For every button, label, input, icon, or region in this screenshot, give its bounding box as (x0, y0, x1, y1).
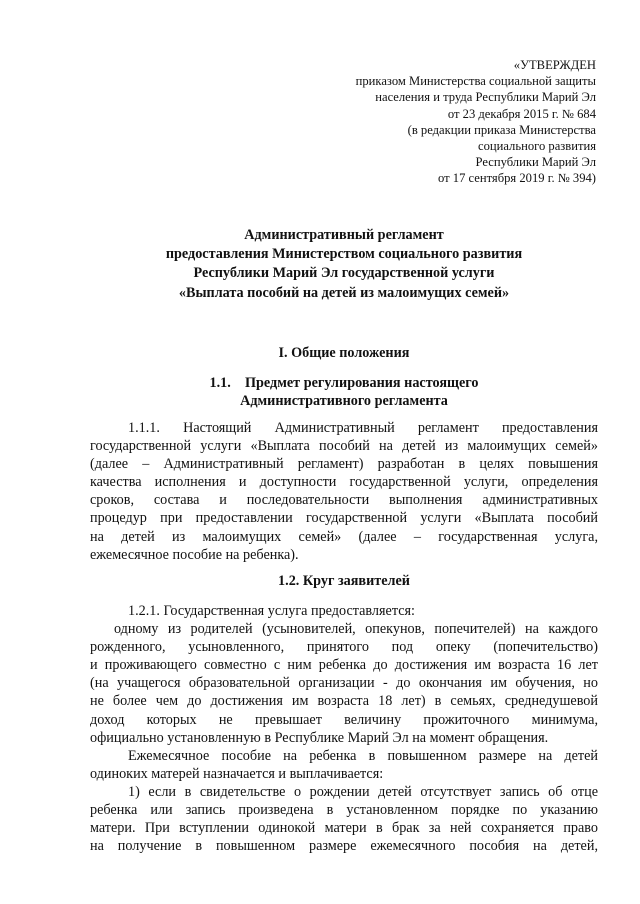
paragraph-1-1-1 (90, 419, 598, 564)
paragraph-line: на детей из малоимущих семей» (далее – государственная услуга, (90, 528, 598, 545)
approval-line: социального развития (477, 139, 596, 154)
approval-line: «УТВЕРЖДЕН (513, 58, 596, 72)
paragraph-1-2-1 (90, 602, 598, 855)
section-heading-text: I. Общие положения (278, 345, 410, 361)
paragraph-line: рожденного, усыновленного, принятого под опеку (попечительство) (90, 639, 598, 656)
paragraph-line: 1) если в свидетельстве о рождении детей отсутствует запись об отце (128, 783, 598, 800)
paragraph-line: ежемесячное пособие на ребенка). (90, 546, 299, 563)
paragraph-line: матери. При вступлении одинокой матери в брак за ней сохраняется право (90, 820, 598, 837)
subsection-heading-1-1 (90, 374, 598, 411)
paragraph-line: ребенка или запись произведена в установленном порядке по указанию (90, 802, 598, 819)
paragraph-line: сроков, состава и последовательности выполнения административных (90, 492, 598, 509)
approval-line: населения и труда Республики Марий Эл (375, 90, 596, 105)
subsection-heading-text: 1.2. Круг заявителей (278, 573, 410, 589)
approval-line: Республики Марий Эл (475, 155, 596, 170)
paragraph-line: одиноких матерей назначается и выплачивается: (90, 765, 384, 782)
document-title (90, 226, 598, 303)
subsection-heading-line: Административного регламента (240, 393, 448, 410)
paragraph-line: (на учащегося образовательной организации - до окончания им обучения, но (90, 675, 598, 692)
paragraph-line: процедур при предоставлении государственной услуги «Выплата пособий (90, 510, 598, 527)
title-line: предоставления Министерством социального развития (165, 246, 523, 263)
subsection-heading-1-2 (90, 572, 598, 590)
paragraph-line: доход которых не превышает величину прожиточного минимума, (90, 711, 598, 728)
subsection-heading-line: 1.1. Предмет регулирования настоящего (209, 375, 479, 391)
section-heading-general (90, 344, 598, 362)
paragraph-line: (далее – Административный регламент) разработан в целях повышения (90, 456, 598, 473)
paragraph-line: государственной услуги «Выплата пособий на детей из малоимущих семей» (90, 438, 598, 455)
paragraph-line: Ежемесячное пособие на ребенка в повышенном размере на детей (128, 747, 598, 764)
paragraph-line: не более чем до достижения им возраста 18 лет) в семьях, среднедушевой (90, 693, 598, 710)
title-line: «Выплата пособий на детей из малоимущих семей» (178, 284, 510, 301)
paragraph-line: 1.1.1. Настоящий Административный регламент предоставления (128, 420, 598, 436)
paragraph-line: официально установленную в Республике Марий Эл на момент обращения. (90, 729, 549, 746)
approval-stamp-block (296, 57, 596, 187)
approval-line: (в редакции приказа Министерства (407, 122, 596, 137)
paragraph-line: качества исполнения и доступности государственной услуги, определения (90, 474, 598, 491)
paragraph-line: и проживающего совместно с ним ребенка до достижения им возраста 16 лет (90, 657, 598, 674)
approval-line: приказом Министерства социальной защиты (355, 74, 596, 89)
approval-line: от 17 сентября 2019 г. № 394) (438, 171, 596, 186)
paragraph-line: одному из родителей (усыновителей, опекунов, попечителей) на каждого (114, 621, 598, 638)
paragraph-line: на получение в повышенном размере ежемесячного пособия на детей, (90, 838, 598, 855)
title-line: Республики Марий Эл государственной услуги (193, 265, 495, 282)
title-line: Административный регламент (244, 227, 444, 243)
approval-line: от 23 декабря 2015 г. № 684 (447, 106, 596, 121)
paragraph-line: 1.2.1. Государственная услуга предоставляется: (128, 603, 415, 619)
